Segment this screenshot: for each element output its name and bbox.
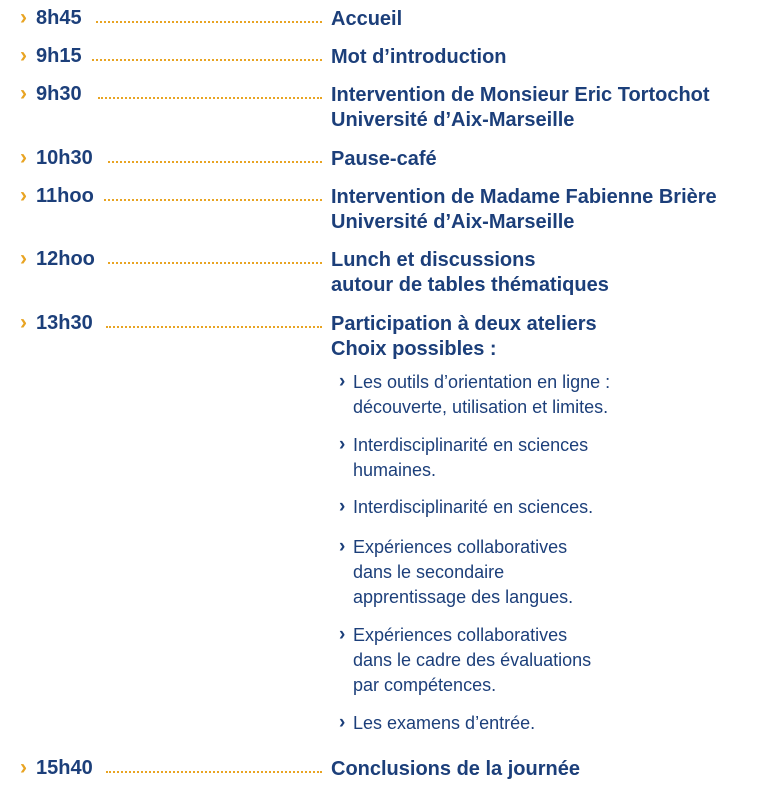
chevron-right-icon: › [339,624,346,645]
schedule-title [331,7,402,32]
workshop-line: apprentissage des langues. [353,587,574,607]
workshop-text [353,623,591,698]
schedule-time: 9h15 [36,45,82,67]
schedule-title [331,312,597,362]
dotted-leader [96,21,322,23]
schedule-title [331,45,507,70]
workshop-text [353,370,610,420]
chevron-right-icon: › [20,82,27,105]
schedule-title [331,147,437,172]
chevron-right-icon: › [339,434,346,455]
dotted-leader [108,262,322,264]
workshop-line: Les examens d’entrée. [353,713,536,733]
workshop-text [353,433,588,483]
schedule-title-line: Conclusions de la journée [331,758,580,780]
schedule-title [331,83,710,133]
chevron-right-icon: › [20,184,27,207]
dotted-leader [104,199,322,201]
dotted-leader [108,161,322,163]
workshop-text [353,495,593,520]
schedule-title-line: autour de tables thématiques [331,274,609,296]
schedule-title [331,185,717,235]
schedule-time: 9h30 [36,83,82,105]
schedule-title-line: Intervention de Madame Fabienne Brière [331,186,717,208]
chevron-right-icon: › [339,712,346,733]
workshop-line: dans le cadre des évaluations [353,650,592,670]
schedule-title [331,757,580,782]
workshop-line: Expériences collaboratives [353,537,568,557]
schedule-time: 13h30 [36,312,93,334]
schedule-time: 8h45 [36,7,82,29]
schedule-title-line: Accueil [331,8,403,30]
chevron-right-icon: › [339,536,346,557]
workshop-line: Interdisciplinarité en sciences. [353,497,594,517]
chevron-right-icon: › [20,6,27,29]
schedule-time: 11hoo [36,185,94,207]
workshop-line: découverte, utilisation et limites. [353,397,609,417]
schedule-title-line: Intervention de Monsieur Eric Tortochot [331,84,710,106]
chevron-right-icon: › [339,496,346,517]
chevron-right-icon: › [20,311,27,334]
schedule-title-line: Choix possibles : [331,338,497,360]
chevron-right-icon: › [20,247,27,270]
workshop-line: dans le secondaire [353,562,505,582]
schedule-title-line: Université d’Aix-Marseille [331,109,575,131]
schedule-time: 15h40 [36,757,93,779]
schedule-time: 12hoo [36,248,95,270]
chevron-right-icon: › [339,371,346,392]
schedule-title [331,248,609,298]
workshop-line: Interdisciplinarité en sciences [353,435,589,455]
dotted-leader [92,59,322,61]
workshop-line: humaines. [353,460,437,480]
chevron-right-icon: › [20,44,27,67]
schedule-title-line: Participation à deux ateliers [331,313,597,335]
schedule-title-line: Lunch et discussions [331,249,536,271]
schedule-title-line: Université d’Aix-Marseille [331,211,575,233]
workshop-line: Expériences collaboratives [353,625,568,645]
dotted-leader [106,326,322,328]
schedule-title-line: Pause-café [331,148,437,170]
chevron-right-icon: › [20,146,27,169]
workshop-line: Les outils d’orientation en ligne : [353,372,611,392]
chevron-right-icon: › [20,756,27,779]
schedule-time: 10h30 [36,147,93,169]
workshop-text [353,535,573,610]
workshop-line: par compétences. [353,675,497,695]
schedule-title-line: Mot d’introduction [331,46,507,68]
dotted-leader [98,97,322,99]
workshop-text [353,711,535,736]
dotted-leader [106,771,322,773]
